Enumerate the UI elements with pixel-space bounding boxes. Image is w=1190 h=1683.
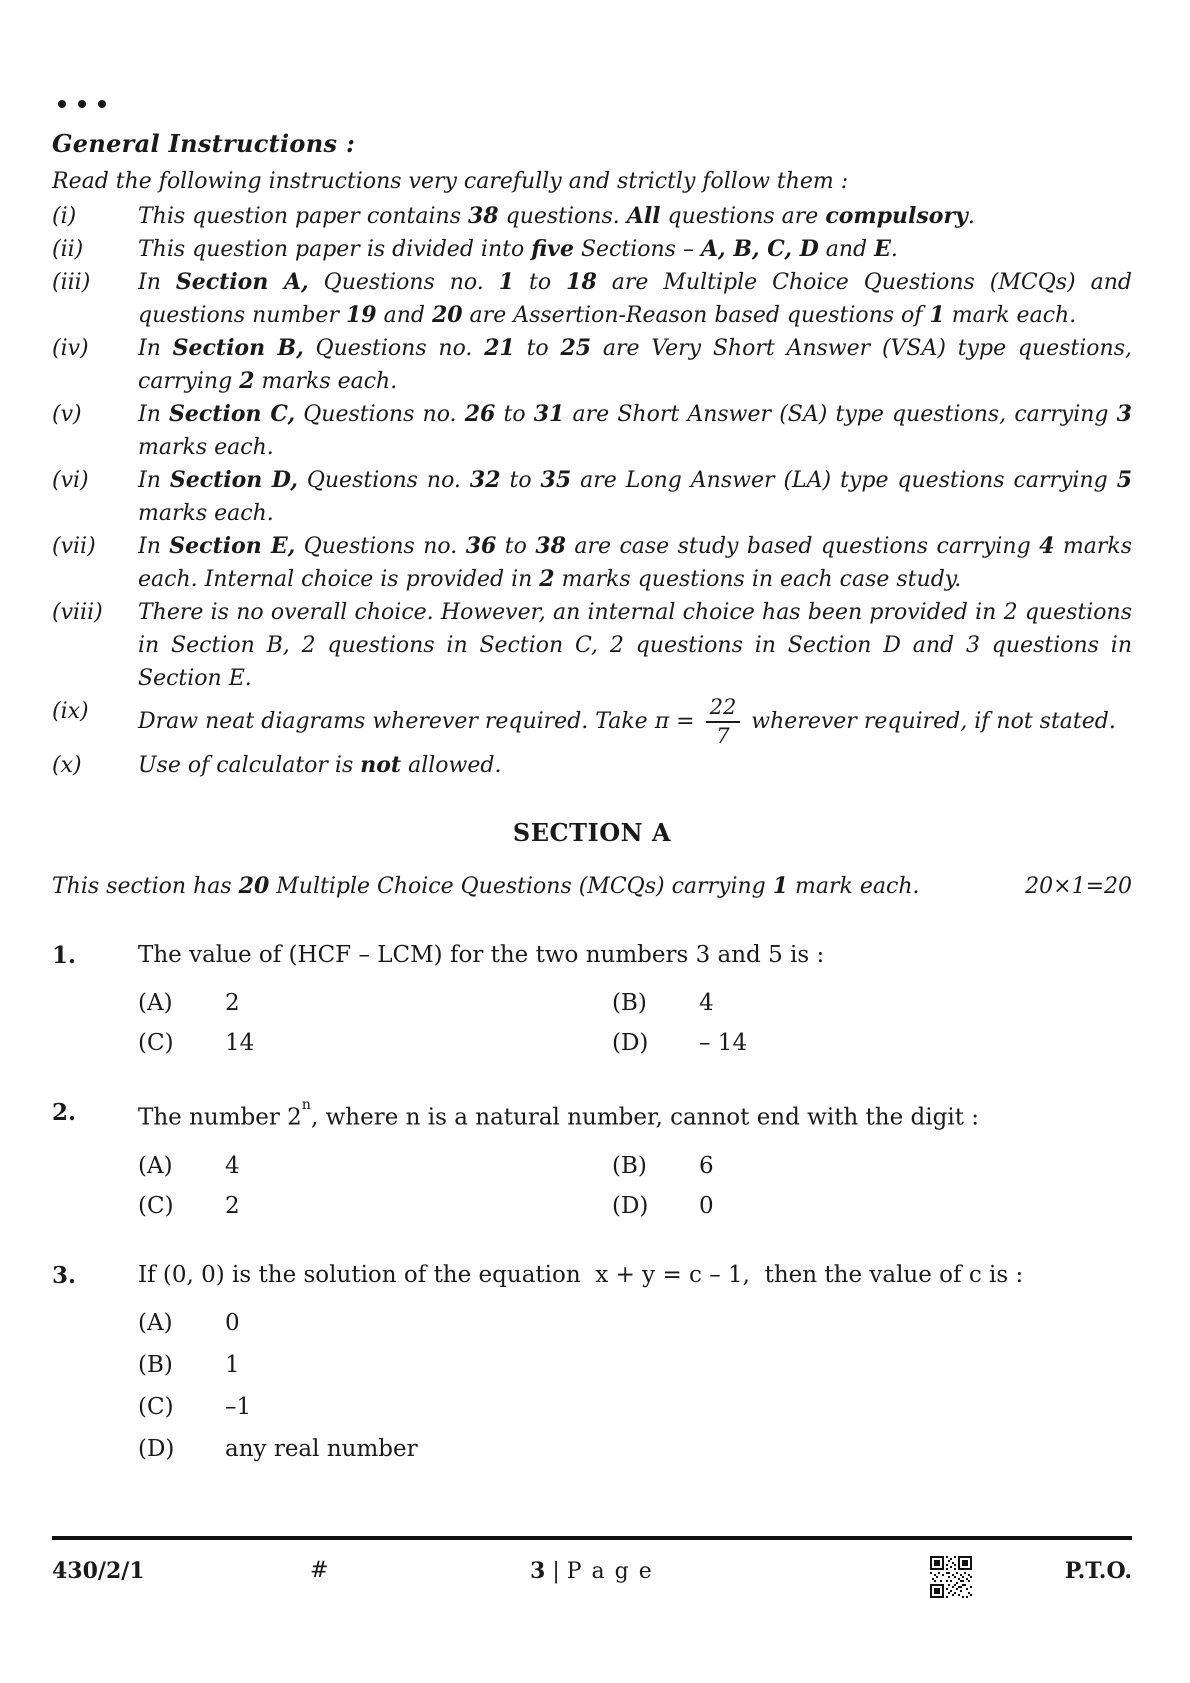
instruction-item-ii	[52, 233, 1132, 266]
option-b: (B) 6	[612, 1153, 714, 1180]
instruction-text: In Section D, Questions no. 32 to 35 are Long Answer (LA) type questions carrying 5 marks each.	[138, 467, 1132, 526]
instruction-label: (v)	[52, 402, 82, 427]
instruction-item-x	[52, 749, 1132, 782]
option-value: – 14	[699, 1030, 748, 1057]
hash-mark: #	[310, 1558, 329, 1583]
option-value: 0	[699, 1193, 714, 1220]
option-value: 0	[225, 1310, 240, 1337]
option-value: 2	[225, 1193, 240, 1220]
section-a-intro-text: This section has 20 Multiple Choice Questions (MCQs) carrying 1 mark each.	[52, 873, 920, 900]
instruction-text: Use of calculator is not allowed.	[138, 752, 502, 779]
options	[138, 1307, 1132, 1466]
section-a-marks-note: 20×1=20	[1025, 874, 1132, 900]
option-d: (D) any real number	[138, 1436, 418, 1463]
section-a-intro	[52, 870, 1132, 903]
option-a: (A) 0	[138, 1310, 240, 1337]
instruction-item-i	[52, 200, 1132, 233]
instruction-text: There is no overall choice. However, an internal choice has been provided in 2 questions in Section B, 2 questions in Section C, 2 questions in Section D and 3 questions in Section E.	[138, 600, 1132, 691]
option-value: 4	[225, 1153, 240, 1180]
options	[138, 987, 1132, 1060]
instruction-text-post: wherever required, if not stated.	[744, 709, 1116, 735]
instruction-item-viii	[52, 596, 1132, 695]
general-instructions-title: General Instructions :	[52, 129, 356, 158]
instruction-text: This question paper contains 38 questions. All questions are compulsory.	[138, 203, 975, 229]
question-number: 2.	[52, 1099, 77, 1127]
instruction-label: (x)	[52, 753, 82, 779]
ellipsis-marker	[58, 100, 1132, 108]
question-number: 1.	[52, 942, 77, 970]
option-value: 14	[225, 1030, 255, 1057]
options	[138, 1150, 1132, 1223]
question-text: The number 2$^n$, where n is a natural number, cannot end with the digit :	[138, 1096, 979, 1132]
instruction-text: In Section C, Questions no. 26 to 31 are Short Answer (SA) type questions, carrying 3 marks each.	[138, 401, 1132, 460]
option-value: 6	[699, 1153, 714, 1180]
instruction-text: In Section E, Questions no. 36 to 38 are case study based questions carrying 4 marks each. Internal choice is provided in 2 marks questions in each case study.	[138, 533, 1132, 592]
page-footer	[52, 1536, 1132, 1618]
option-value: any real number	[225, 1436, 418, 1463]
option-c: (C) 2	[138, 1193, 240, 1220]
question-2	[52, 1096, 1132, 1223]
dot-icon	[58, 100, 66, 108]
instruction-label: (iii)	[52, 270, 91, 295]
instruction-label: (ii)	[52, 237, 84, 262]
instruction-text: In Section B, Questions no. 21 to 25 are Very Short Answer (VSA) type questions, carrying 2 marks each.	[138, 335, 1132, 394]
instruction-text: This question paper is divided into five Sections – A, B, C, D and E.	[138, 236, 898, 262]
instruction-item-ix	[52, 695, 1132, 749]
dot-icon	[98, 100, 106, 108]
instruction-label: (vii)	[52, 534, 96, 559]
dot-icon	[78, 100, 86, 108]
general-instructions-subtitle: Read the following instructions very carefully and strictly follow them :	[52, 169, 849, 194]
option-b: (B) 4	[612, 990, 714, 1017]
question-3	[52, 1259, 1132, 1466]
option-a: (A) 4	[138, 1153, 240, 1180]
option-value: 1	[225, 1352, 240, 1379]
instruction-item-vii	[52, 530, 1132, 596]
option-c: (C) –1	[138, 1394, 252, 1421]
question-number: 3.	[52, 1262, 77, 1290]
instruction-item-iv	[52, 332, 1132, 398]
question-body	[138, 1096, 1132, 1223]
option-c: (C) 14	[138, 1030, 255, 1057]
option-d: (D) – 14	[612, 1030, 748, 1057]
instruction-item-vi	[52, 464, 1132, 530]
instruction-label: (ix)	[52, 699, 89, 724]
instruction-text	[138, 695, 1132, 749]
question-text: The value of (HCF – LCM) for the two numbers 3 and 5 is :	[138, 942, 825, 969]
fraction-numerator: 22	[706, 695, 741, 723]
instruction-text-pre: Draw neat diagrams wherever required. Take π =	[138, 709, 702, 735]
instruction-label: (viii)	[52, 600, 103, 625]
qr-code-icon	[930, 1556, 972, 1598]
option-value: 2	[225, 990, 240, 1017]
instruction-label: (iv)	[52, 336, 89, 361]
fraction-22-7	[706, 695, 741, 749]
instruction-item-v	[52, 398, 1132, 464]
instruction-label: (i)	[52, 204, 77, 229]
footer-divider	[52, 1536, 1132, 1540]
question-1	[52, 939, 1132, 1060]
page-number: 3 | P a g e	[530, 1558, 654, 1584]
option-value: –1	[225, 1394, 252, 1421]
instruction-label: (vi)	[52, 468, 89, 493]
paper-code: 430/2/1	[52, 1558, 145, 1584]
instruction-item-iii	[52, 266, 1132, 332]
question-body	[138, 939, 1132, 1060]
section-a-title: SECTION A	[512, 818, 672, 848]
instruction-text: In Section A, Questions no. 1 to 18 are Multiple Choice Questions (MCQs) and questions number 19 and 20 are Assertion-Reason based questions of 1 mark each.	[138, 269, 1132, 328]
fraction-denominator: 7	[716, 724, 730, 749]
instructions-list	[52, 200, 1132, 782]
option-b: (B) 1	[138, 1352, 240, 1379]
pto-label: P.T.O.	[1064, 1558, 1132, 1584]
option-a: (A) 2	[138, 990, 240, 1017]
option-value: 4	[699, 990, 714, 1017]
superscript-n: n	[301, 1096, 311, 1113]
option-d: (D) 0	[612, 1193, 714, 1220]
question-text: If (0, 0) is the solution of the equation x + y = c – 1, then the value of c is :	[138, 1262, 1024, 1289]
question-body	[138, 1259, 1132, 1466]
